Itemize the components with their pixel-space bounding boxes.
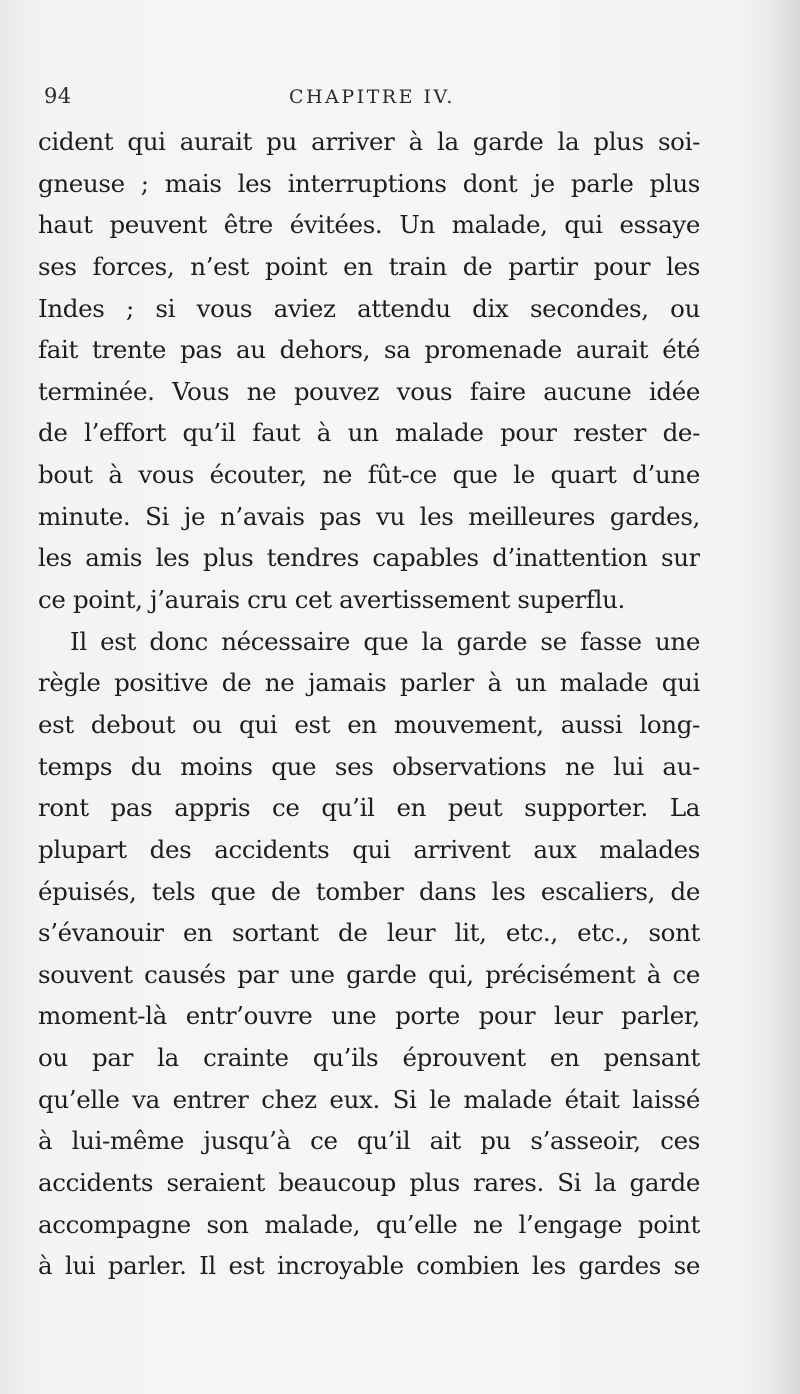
text-line: terminée. Vous ne pouvez vous faire aucune idée	[38, 376, 700, 406]
text-line: s’évanouir en sortant de leur lit, etc., etc., sont	[38, 918, 700, 948]
text-line: ses forces, n’est point en train de partir pour les	[38, 251, 700, 281]
text-line: accidents seraient beaucoup plus rares. Si la garde	[38, 1168, 700, 1198]
text-line: est debout ou qui est en mouvement, aussi long-	[38, 709, 700, 739]
text-line: épuisés, tels que de tomber dans les escaliers, de	[38, 876, 700, 906]
text-line: à lui parler. Il est incroyable combien les gardes se	[38, 1251, 700, 1281]
text-line: de l’effort qu’il faut à un malade pour rester de-	[38, 418, 700, 448]
text-line: à lui-même jusqu’à ce qu’il ait pu s’asseoir, ces	[38, 1126, 700, 1156]
paragraph-first-line: Il est donc nécessaire que la garde se fasse une	[70, 626, 700, 656]
text-line: règle positive de ne jamais parler à un malade qui	[38, 668, 700, 698]
body-text	[38, 121, 700, 1287]
text-line: minute. Si je n’avais pas vu les meilleures gardes,	[38, 501, 700, 531]
page-header	[44, 84, 700, 114]
text-line: fait trente pas au dehors, sa promenade aurait été	[38, 335, 700, 365]
text-line: ront pas appris ce qu’il en peut supporter. La	[38, 793, 700, 823]
text-line: les amis les plus tendres capables d’inattention sur	[38, 543, 700, 573]
text-line: haut peuvent être évitées. Un malade, qui essaye	[38, 210, 700, 240]
text-line: ce point, j’aurais cru cet avertissement superflu.	[38, 585, 625, 615]
text-line: temps du moins que ses observations ne lui au-	[38, 751, 700, 781]
text-line: qu’elle va entrer chez eux. Si le malade était laissé	[38, 1084, 700, 1114]
page-edge-shadow	[772, 0, 800, 1394]
text-line: cident qui aurait pu arriver à la garde la plus soi-	[38, 127, 700, 156]
page-number: 94	[44, 84, 72, 108]
text-line: accompagne son malade, qu’elle ne l’engage point	[38, 1209, 700, 1239]
text-line: Indes ; si vous aviez attendu dix secondes, ou	[38, 293, 700, 323]
text-line: gneuse ; mais les interruptions dont je parle plus	[38, 168, 700, 198]
running-head: CHAPITRE IV.	[289, 86, 455, 108]
text-line: souvent causés par une garde qui, précisément à ce	[38, 959, 700, 989]
text-line: bout à vous écouter, ne fût-ce que le quart d’une	[38, 460, 700, 490]
text-line: plupart des accidents qui arrivent aux malades	[38, 834, 700, 864]
text-line: moment-là entr’ouvre une porte pour leur parler,	[38, 1001, 700, 1031]
text-line: ou par la crainte qu’ils éprouvent en pensant	[38, 1043, 700, 1073]
